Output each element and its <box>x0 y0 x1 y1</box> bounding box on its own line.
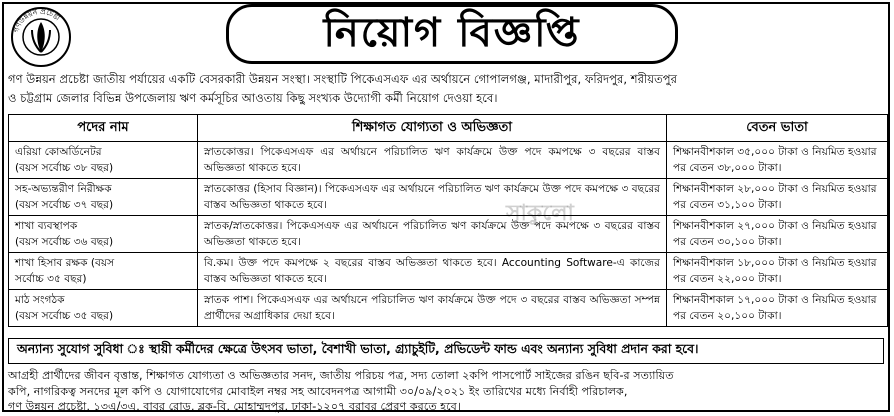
header-salary: বেতন ভাতা <box>667 115 888 142</box>
salary-cell: শিক্ষানবীশকাল ২৭,০০০ টাকা ও নিয়মিত হওয়ার পর বেতন ৩০,১০০ টাকা। <box>667 216 888 253</box>
salary-cell: শিক্ষানবীশকাল ১৮,০০০ টাকা ও নিয়মিত হওয়ার পর বেতন ২২,০০০ টাকা। <box>667 253 888 290</box>
benefits-text: অন্যান্য সুযোগ সুবিধা ঃ স্থায়ী কর্মীদের ক্ষেত্রে উৎসব ভাতা, বৈশাখী ভাতা, গ্র্যাচুইটি, প্রভিডেন্ট ফান্ড এবং অন্যান্য সুবিধা প্রদান করা হবে। <box>17 341 699 356</box>
table-row <box>9 290 888 327</box>
position-title: মাঠ সংগঠক <box>15 294 65 306</box>
position-age: (বয়স সর্বোচ্চ ৩৫ বছর) <box>15 310 114 322</box>
header-qualification: শিক্ষাগত যোগ্যতা ও অভিজ্ঞতা <box>198 115 667 142</box>
position-cell <box>9 142 198 179</box>
position-title: এরিয়া কোঅর্ডিনেটর <box>15 146 102 158</box>
position-age: (বয়স সর্বোচ্চ ৩৬ বছর) <box>15 236 114 248</box>
intro-paragraph: গণ উন্নয়ন প্রচেষ্টা জাতীয় পর্যায়ের একটি বেসরকারী উন্নয়ন সংস্থা। সংস্থাটি পিকেএসএফ এর অর্থায়নে গোপালগঞ্জ, মাদারীপুর, ফরিদপুর, শরীয়তপুর ও চট্টগ্রাম জেলার বিভিন্ন উপজেলায় ঋণ কর্মসূচির আওতায় কিছু সংখ্যক উদ্যোগী কর্মী নিয়োগ দেওয়া হবে। <box>8 72 678 105</box>
position-cell <box>9 253 198 290</box>
position-age: সর্বোচ্চ ৩৫ বছর) <box>15 273 87 285</box>
application-instructions: আগ্রহী প্রার্থীদের জীবন বৃত্তান্ত, শিক্ষাগত যোগ্যতা ও অভিজ্ঞতার সনদ, জাতীয় পরিচয় পত্র, সদ্য তোলা ২কপি পাসপোর্ট সাইজের রঙিন ছবি-র সত্যায়িত কপি, নাগরিকত্ব সনদের মূল কপি ও যোগাযোগের মোবাইল নম্বর সহ আবেদনপত্র আগামী ৩০/০৯/২০২১ ইং তারিখের মধ্যে নির্বাহী পরিচালক, গণ উন্নয়ন প্রচেষ্টা, ১৩এ/৩এ, বাবর রোড, ব্লক-বি, মোহাম্মদপুর, ঢাকা-১২০৭ বরাবর প্রেরণ করতে হবে। <box>8 369 674 413</box>
watermark: সাকুলো <box>506 201 574 226</box>
table-header-row <box>9 115 888 142</box>
qualification-cell: স্নাতক/স্নাতকোত্তর। পিকেএসএফ এর অর্থায়নে পরিচালিত ঋণ কার্যক্রমে উক্ত পদে কমপক্ষে ৩ বছরের বাস্তব অভিজ্ঞতা থাকতে হবে। <box>198 216 667 253</box>
salary-cell: শিক্ষানবীশকাল ১৭,০০০ টাকা ও নিয়মিত হওয়ার পর বেতন ২০,১০০ টাকা। <box>667 290 888 327</box>
position-cell <box>9 179 198 216</box>
table-row <box>9 179 888 216</box>
position-age: (বয়স সর্বোচ্চ ৩৮ বছর) <box>15 162 114 174</box>
position-age: (বয়স সর্বোচ্চ ৩৭ বছর) <box>15 199 114 211</box>
logo-seal-icon <box>10 6 72 68</box>
qualification-cell: স্নাতকোত্তর। পিকেএসএফ এর অর্থায়নে পরিচালিত ঋণ কার্যক্রমে উক্ত পদে কমপক্ষে ৩ বছরের বাস্তব অভিজ্ঞতা থাকতে হবে। <box>198 142 667 179</box>
table-row <box>9 142 888 179</box>
qualification-cell: বি.কম। উক্ত পদে কমপক্ষে ২ বছরের বাস্তব অভিজ্ঞতা থাকতে হবে। Accounting Software-এ কাজের বাস্তব অভিজ্ঞতা থাকতে হবে। <box>198 253 667 290</box>
qualification-cell: স্নাতকোত্তর (হিসাব বিজ্ঞান)। পিকেএসএফ এর অর্থায়নে পরিচালিত ঋণ কার্যক্রমে উক্ত পদে কমপক্ষে ৩ বছরের বাস্তব অভিজ্ঞতা থাকতে হবে। <box>198 179 667 216</box>
qualification-cell: স্নাতক পাশ। পিকেএসএফ এর অর্থায়নে পরিচালিত ঋণ কার্যক্রমে উক্ত পদে ৩ বছরের বাস্তব অভিজ্ঞতা সম্পন্ন প্রার্থীদের অগ্রাধিকার দেয়া হবে। <box>198 290 667 327</box>
position-cell <box>9 216 198 253</box>
position-title: শাখা ব্যবস্থাপক <box>15 220 78 232</box>
header-position: পদের নাম <box>9 115 198 142</box>
salary-cell: শিক্ষানবীশকাল ২৮,০০০ টাকা ও নিয়মিত হওয়ার পর বেতন ৩১,১০০ টাকা। <box>667 179 888 216</box>
notice-title: নিয়োগ বিজ্ঞপ্তি <box>323 9 581 56</box>
position-title: সহ-অভ্যন্তরীণ নিরীক্ষক <box>15 183 112 195</box>
positions-table <box>8 114 888 327</box>
organization-logo <box>10 6 72 68</box>
position-cell <box>9 290 198 327</box>
logo-text: গণউন্নয়ন প্রচেষ্টা <box>11 6 62 34</box>
benefits-box <box>8 338 884 364</box>
title-box <box>226 4 678 64</box>
table-row <box>9 253 888 290</box>
table-row <box>9 216 888 253</box>
position-title: শাখা হিসাব রক্ষক (বয়স <box>15 257 115 269</box>
salary-cell: শিক্ষানবীশকাল ৩৫,০০০ টাকা ও নিয়মিত হওয়ার পর বেতন ৩৮,০০০ টাকা। <box>667 142 888 179</box>
